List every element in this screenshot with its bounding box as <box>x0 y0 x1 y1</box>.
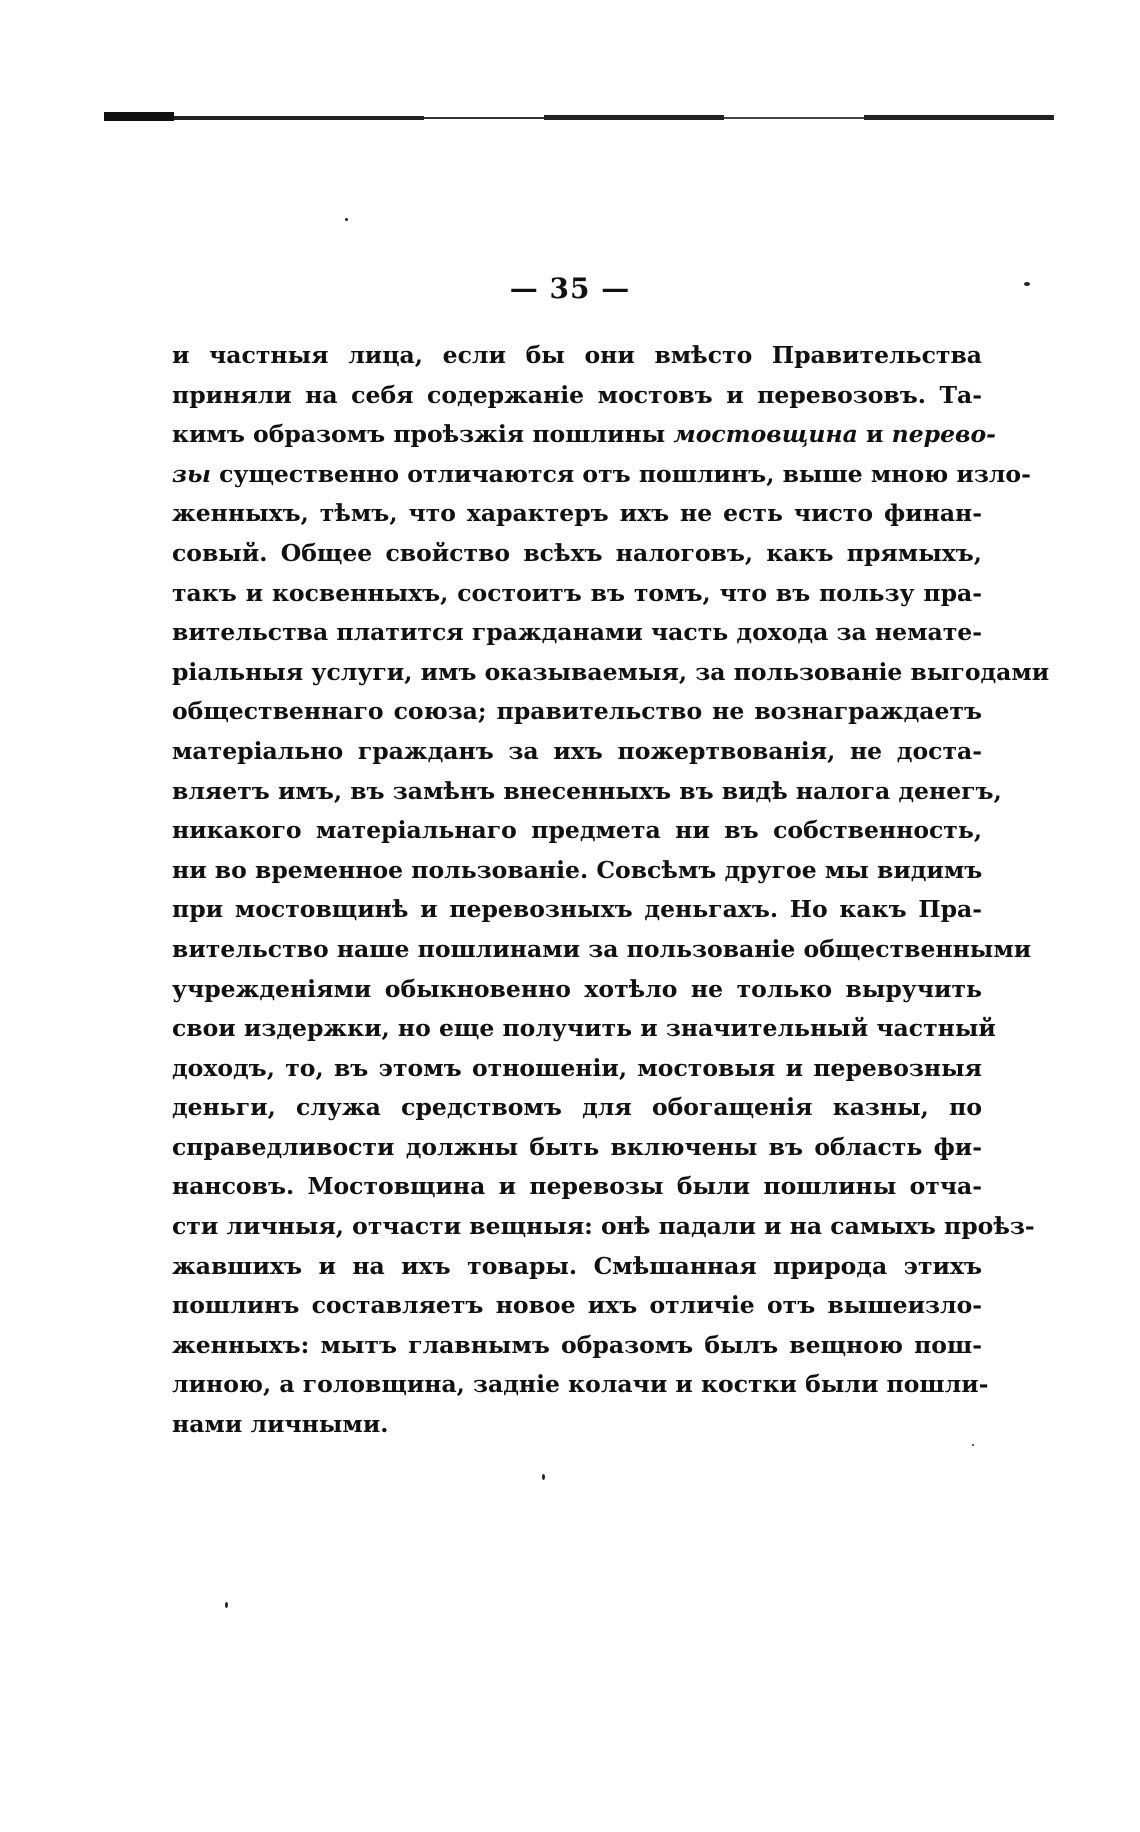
text-line <box>172 1088 982 1128</box>
text-segment: существенно отличаются отъ пошлинъ, выше мною изло- <box>210 459 1031 488</box>
text-line <box>172 692 982 732</box>
text-segment: пошлинъ составляетъ новое ихъ отличіе отъ вышеизло- <box>172 1291 982 1320</box>
text-segment: женныхъ, тѣмъ, что характеръ ихъ не есть чисто финан- <box>172 499 982 528</box>
text-segment: вляетъ имъ, въ замѣнъ внесенныхъ въ видѣ налога денегъ, <box>172 776 1002 805</box>
text-line <box>172 1167 982 1207</box>
text-segment: доходъ, то, въ этомъ отношеніи, мостовыя и перевозныя <box>172 1053 982 1082</box>
text-line <box>172 1128 982 1168</box>
text-segment: женныхъ: мытъ главнымъ образомъ былъ вещною пош- <box>172 1330 982 1359</box>
text-line <box>172 851 982 891</box>
speck-mark <box>345 218 348 221</box>
text-line <box>172 653 1050 693</box>
text-line <box>172 811 982 851</box>
text-line <box>172 1247 982 1287</box>
text-line <box>172 1326 982 1366</box>
text-segment: матеріально гражданъ за ихъ пожертвованія, не доста- <box>172 736 982 765</box>
text-line <box>172 376 982 416</box>
text-segment: свои издержки, но еще получить и значительный частный <box>172 1014 996 1043</box>
text-line <box>172 1049 982 1089</box>
text-segment: общественнаго союза; правительство не вознаграждаетъ <box>172 697 982 726</box>
speck-mark <box>225 1602 228 1608</box>
text-segment: и частныя лица, если бы они вмѣсто Правительства <box>172 341 982 369</box>
text-segment: приняли на себя содержаніе мостовъ и перевозовъ. Та- <box>172 380 982 409</box>
speck-mark <box>542 1474 545 1480</box>
text-line <box>172 574 982 614</box>
text-segment: при мостовщинѣ и перевозныхъ деньгахъ. Но какъ Пра- <box>172 895 982 924</box>
text-line <box>172 1405 982 1445</box>
text-line <box>172 930 1032 970</box>
text-line <box>172 613 982 653</box>
text-segment: ріальныя услуги, имъ оказываемыя, за пользованіе выгодами <box>172 657 1050 686</box>
page-number: — 35 — <box>509 272 631 305</box>
text-line <box>172 890 982 930</box>
top-rule <box>104 110 1054 124</box>
text-line <box>172 1207 1035 1247</box>
text-segment: учрежденіями обыкновенно хотѣло не только выручить <box>172 974 982 1003</box>
text-line <box>172 534 982 574</box>
text-segment: вительство наше пошлинами за пользованіе общественными <box>172 934 1032 963</box>
text-line <box>172 1365 989 1405</box>
text-segment: никакого матеріальнаго предмета ни въ собственность, <box>172 816 982 845</box>
text-segment: нансовъ. Мостовщина и перевозы были пошлины отча- <box>172 1172 982 1201</box>
text-segment: и <box>857 420 892 449</box>
italic-term: зы <box>172 459 211 488</box>
text-segment: вительства платится гражданами часть дохода за немате- <box>172 618 982 647</box>
text-segment: такъ и косвенныхъ, состоитъ въ томъ, что въ пользу пра- <box>172 578 982 607</box>
italic-term: мостовщина <box>673 420 858 449</box>
body-text <box>172 336 1050 1445</box>
italic-term: перево- <box>891 420 996 449</box>
text-line <box>172 772 1002 812</box>
text-segment: нами личными. <box>172 1410 389 1439</box>
text-line <box>172 455 1031 495</box>
text-segment: деньги, служа средствомъ для обогащенія казны, по <box>172 1093 982 1122</box>
text-segment: ни во временное пользованіе. Совсѣмъ другое мы видимъ <box>172 855 983 884</box>
text-line <box>172 1286 982 1326</box>
text-line <box>172 494 982 534</box>
text-segment: сти личныя, отчасти вещныя: онѣ падали и на самыхъ проѣз- <box>172 1212 1035 1241</box>
text-segment: жавшихъ и на ихъ товары. Смѣшанная природа этихъ <box>172 1251 982 1280</box>
text-line <box>172 732 982 772</box>
text-segment: кимъ образомъ проѣзжія пошлины <box>172 420 674 449</box>
text-line <box>172 415 996 455</box>
text-line <box>172 970 982 1010</box>
text-segment: совый. Общее свойство всѣхъ налоговъ, какъ прямыхъ, <box>172 538 982 567</box>
text-segment: справедливости должны быть включены въ область фи- <box>172 1132 982 1161</box>
text-line <box>172 336 982 376</box>
text-line <box>172 1009 996 1049</box>
text-segment: линою, а головщина, задніе колачи и костки были пошли- <box>172 1370 989 1399</box>
